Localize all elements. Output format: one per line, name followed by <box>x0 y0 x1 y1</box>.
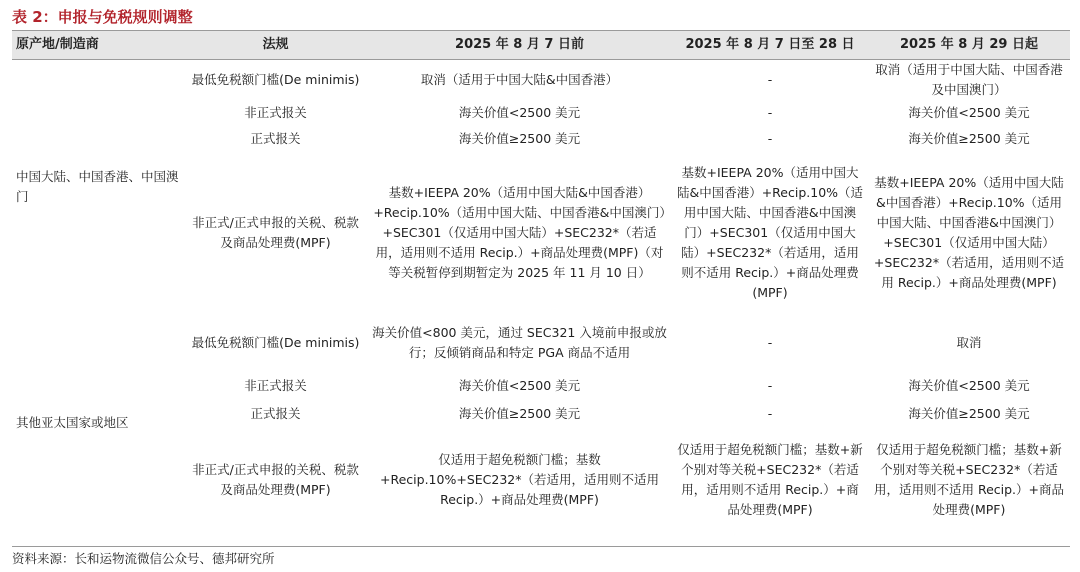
after-cell: 仅适用于超免税额门槛；基数+新个别对等关税+SEC232*（若适用，适用则不适用 Recip.）+商品处理费(MPF) <box>873 442 1064 517</box>
before-cell: 海关价值<2500 美元 <box>458 378 581 393</box>
interim-cell: - <box>767 105 773 120</box>
table-caption: 表 2：申报与免税规则调整 <box>12 8 193 26</box>
rules-table <box>12 31 1070 532</box>
after-cell: 海关价值<2500 美元 <box>908 105 1030 120</box>
after-cell: 海关价值≥2500 美元 <box>908 131 1030 146</box>
header-row <box>12 31 1070 60</box>
table-bottom-divider <box>12 546 1070 547</box>
rule-cell: 正式报关 <box>250 406 301 421</box>
before-cell: 海关价值<800 美元，通过 SEC321 入境前申报或放行；反倾销商品和特定 PGA 商品不适用 <box>372 325 667 360</box>
rule-cell: 非正式报关 <box>244 378 307 393</box>
interim-cell: - <box>767 406 773 421</box>
rule-cell: 最低免税额门槛(De minimis) <box>191 72 360 87</box>
table-row <box>12 314 1070 372</box>
origin-cell: 中国大陆、中国香港、中国澳门 <box>16 169 179 204</box>
after-cell: 基数+IEEPA 20%（适用中国大陆&中国香港）+Recip.10%（适用中国大陆、中国香港&中国澳门）+SEC301（仅适用中国大陆）+SEC232*（若适用，适用则不适用 Recip.）+商品处理费(MPF) <box>873 175 1065 290</box>
interim-cell: - <box>767 131 773 146</box>
rule-cell: 非正式/正式申报的关税、税款及商品处理费(MPF) <box>192 462 359 497</box>
rule-cell: 非正式/正式申报的关税、税款及商品处理费(MPF) <box>192 215 359 250</box>
rule-cell: 最低免税额门槛(De minimis) <box>191 335 360 350</box>
source-note: 资料来源：长和运物流微信公众号、德邦研究所 <box>12 551 275 566</box>
interim-cell: - <box>767 378 773 393</box>
rule-cell: 正式报关 <box>250 131 301 146</box>
interim-cell: 仅适用于超免税额门槛；基数+新个别对等关税+SEC232*（若适用，适用则不适用 Recip.）+商品处理费(MPF) <box>677 442 863 517</box>
before-cell: 取消（适用于中国大陆&中国香港） <box>420 72 619 87</box>
before-cell: 基数+IEEPA 20%（适用中国大陆&中国香港）+Recip.10%（适用中国大陆、中国香港&中国澳门）+SEC301（仅适用中国大陆）+SEC232*（若适用，适用则不适用 Recip.）+商品处理费(MPF)（对等关税暂停到期暂定为 2025 年 11 月 10 日） <box>373 185 666 280</box>
rule-cell: 非正式报关 <box>244 105 307 120</box>
after-cell: 取消 <box>956 335 982 350</box>
interim-cell: 基数+IEEPA 20%（适用中国大陆&中国香港）+Recip.10%（适用中国大陆、中国香港&中国澳门）+SEC301（仅适用中国大陆）+SEC232*（若适用，适用则不适用 Recip.）+商品处理费(MPF) <box>676 165 864 300</box>
after-cell: 海关价值<2500 美元 <box>908 378 1030 393</box>
after-cell: 取消（适用于中国大陆、中国香港及中国澳门） <box>875 62 1063 97</box>
header-before: 2025 年 8 月 7 日前 <box>367 31 672 60</box>
table-row <box>12 60 1070 101</box>
header-interim: 2025 年 8 月 7 日至 28 日 <box>672 31 868 60</box>
header-after: 2025 年 8 月 29 日起 <box>868 31 1070 60</box>
header-origin: 原产地/制造商 <box>12 31 184 60</box>
interim-cell: - <box>767 72 773 87</box>
after-cell: 海关价值≥2500 美元 <box>908 406 1030 421</box>
origin-cell: 其他亚太国家或地区 <box>16 415 129 430</box>
before-cell: 海关价值≥2500 美元 <box>458 131 581 146</box>
before-cell: 仅适用于超免税额门槛；基数+Recip.10%+SEC232*（若适用，适用则不适用 Recip.）+商品处理费(MPF) <box>380 452 659 507</box>
header-rule: 法规 <box>184 31 367 60</box>
before-cell: 海关价值<2500 美元 <box>458 105 581 120</box>
interim-cell: - <box>767 335 773 350</box>
before-cell: 海关价值≥2500 美元 <box>458 406 581 421</box>
